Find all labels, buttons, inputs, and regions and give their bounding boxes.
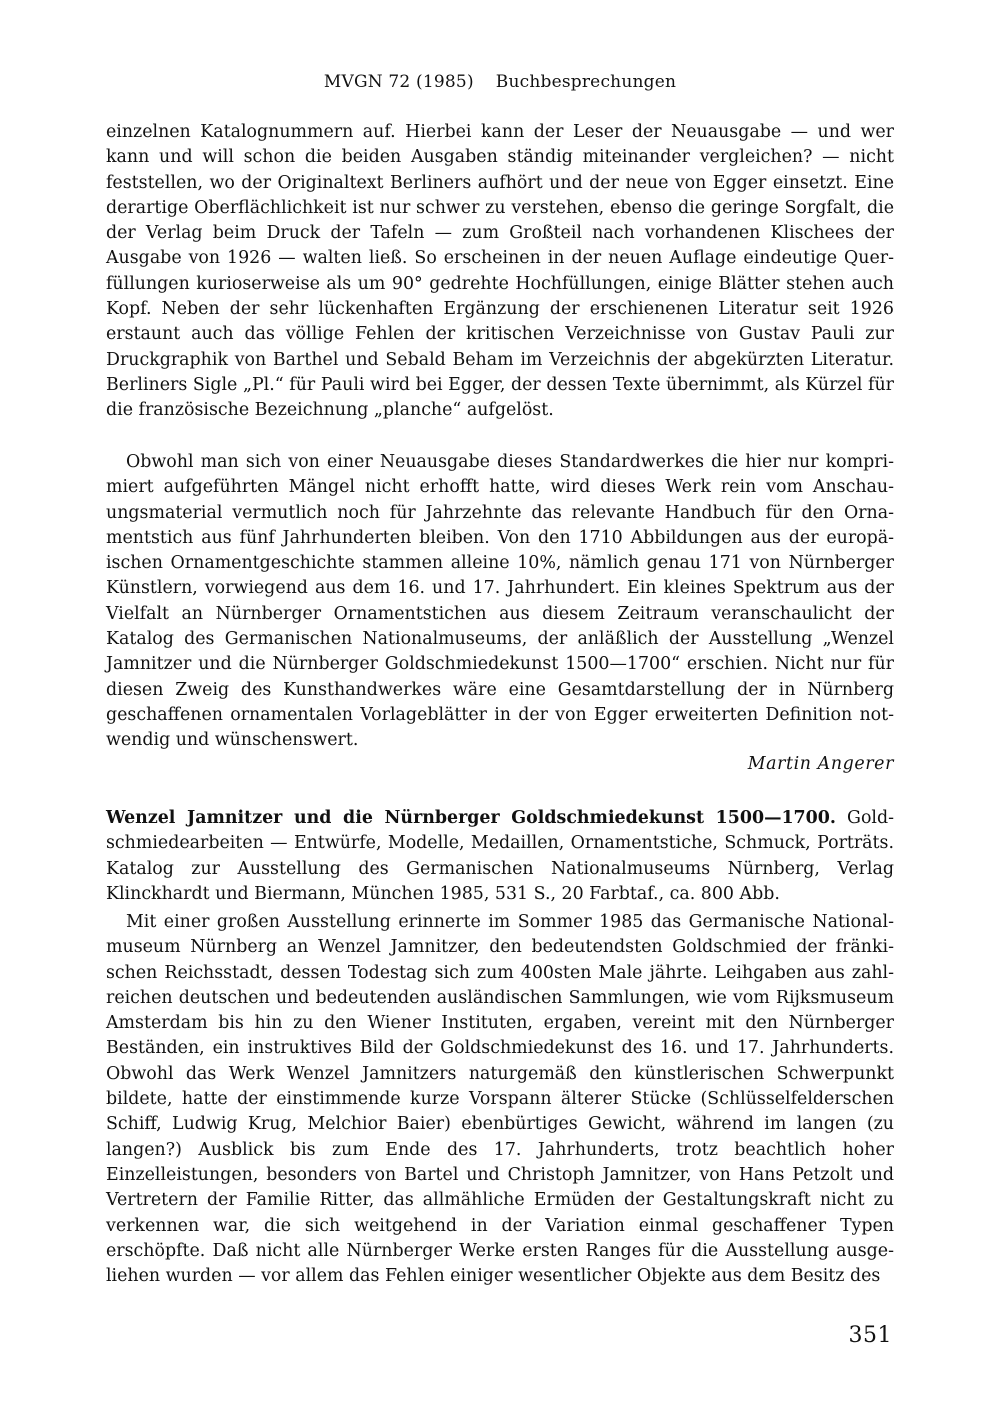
review-paragraph-body: Mit einer großen Ausstellung erinnerte im Sommer 1985 das Germanische Nationalmuseum Nürnberg an Wenzel Jamnitzer, den bedeutendsten Goldschmied der fränkischen Reichsstadt, dessen Todestag sich zum 400sten Male jährte. Leihgaben aus zahlreichen deutschen und bedeutenden ausländischen Sammlungen, wie vom Rijksmuseum Amsterdam bis hin zu den Wiener Instituten, ergaben, vereint mit den Nürnberger Beständen, ein instruktives Bild der Goldschmiedekunst des 16. und 17. Jahrhunderts. Obwohl das Werk Wenzel Jamnitzers naturgemäß den künstlerischen Schwerpunkt bildete, hatte der einstimmende kurze Vorspann älterer Stücke (Schlüsselfelderschen Schiff, Ludwig Krug, Melchior Baier) ebenbürtiges Gewicht, während im langen (zu langen?) Ausblick bis zum Ende des 17. Jahrhunderts, trotz beachtlich hoher Einzelleistungen, besonders von Bartel und Christoph Jamnitzer, von Hans Petzolt und Vertretern der Familie Ritter, das allmähliche Ermüden der Gestaltungskraft nicht zu verkennen war, die sich weitgehend in der Variation einmal geschaffener Typen erschöpfte. Daß nicht alle Nürnberger Werke ersten Ranges für die Ausstellung ausgeliehen wurden — vor allem das Fehlen einiger wesentlicher Objekte aus dem Besitz des — [106, 912, 894, 1287]
running-head — [0, 72, 1000, 92]
bibliographic-details: Goldschmiedearbeiten — Entwürfe, Modelle, Medaillen, Ornamentstiche, Schmuck, Porträts. Katalog zur Ausstellung des Germanischen Nationalmuseums Nürnberg, Verlag Klinckhardt und Biermann, München 1985, 531 S., 20 Farbtaf., ca. 800 Abb. — [106, 808, 894, 904]
journal-citation: MVGN 72 (1985) — [323, 72, 474, 92]
page-number: 351 — [848, 1323, 892, 1348]
bibliographic-entry — [106, 806, 894, 907]
review-paragraph-continued: einzelnen Katalognummern auf. Hierbei kann der Leser der Neuausgabe — und wer kann und will schon die beiden Ausgaben ständig miteinander vergleichen? — nicht feststellen, wo der Originaltext Berliners aufhört und der neue von Egger einsetzt. Eine derartige Oberflächlichkeit ist nur schwer zu verstehen, ebenso die geringe Sorgfalt, die der Verlag beim Druck der Tafeln — zum Großteil nach vorhandenen Klischees der Ausgabe von 1926 — walten ließ. So erscheinen in der neuen Auflage eindeutige Querfüllungen kurioserweise als um 90° gedrehte Hochfüllungen, einige Blätter stehen auch Kopf. Neben der sehr lückenhaften Ergänzung der erschienenen Literatur seit 1926 erstaunt auch das völlige Fehlen der kritischen Verzeichnisse von Gustav Pauli zur Druckgraphik von Barthel und Sebald Beham im Verzeichnis der abgekürzten Literatur. Berliners Sigle „Pl.“ für Pauli wird bei Egger, der dessen Texte übernimmt, als Kürzel für die französische Bezeichnung „planche“ aufgelöst. — [106, 122, 894, 421]
section-title: Buchbesprechungen — [495, 72, 677, 92]
review-paragraph-conclusion: Obwohl man sich von einer Neuausgabe dieses Standardwerkes die hier nur komprimiert aufgeführten Mängel nicht erhofft hatte, wird dieses Werk rein vom Anschauungsmaterial vermutlich noch für Jahrzehnte das relevante Handbuch für den Ornamentstich aus fünf Jahrhunderten bleiben. Von den 1710 Abbildungen aus der europäischen Ornamentgeschichte stammen alleine 10%, nämlich genau 171 von Nürnberger Künstlern, vorwiegend aus dem 16. und 17. Jahrhundert. Ein kleines Spektrum aus der Vielfalt an Nürnberger Ornamentstichen aus diesem Zeitraum veranschaulicht der Katalog des Germanischen Nationalmuseums, der anläßlich der Ausstellung „Wenzel Jamnitzer und die Nürnberger Goldschmiedekunst 1500—1700“ erschien. Nicht nur für diesen Zweig des Kunsthandwerkes wäre eine Gesamtdarstellung der in Nürnberg geschaffenen ornamentalen Vorlageblätter in der von Egger erweiterten Definition notwendig und wünschenswert. — [106, 452, 894, 751]
reviewer-signature: Martin Angerer — [747, 754, 894, 774]
bibliographic-title: Wenzel Jamnitzer und die Nürnberger Goldschmiedekunst 1500—1700. — [106, 808, 836, 828]
